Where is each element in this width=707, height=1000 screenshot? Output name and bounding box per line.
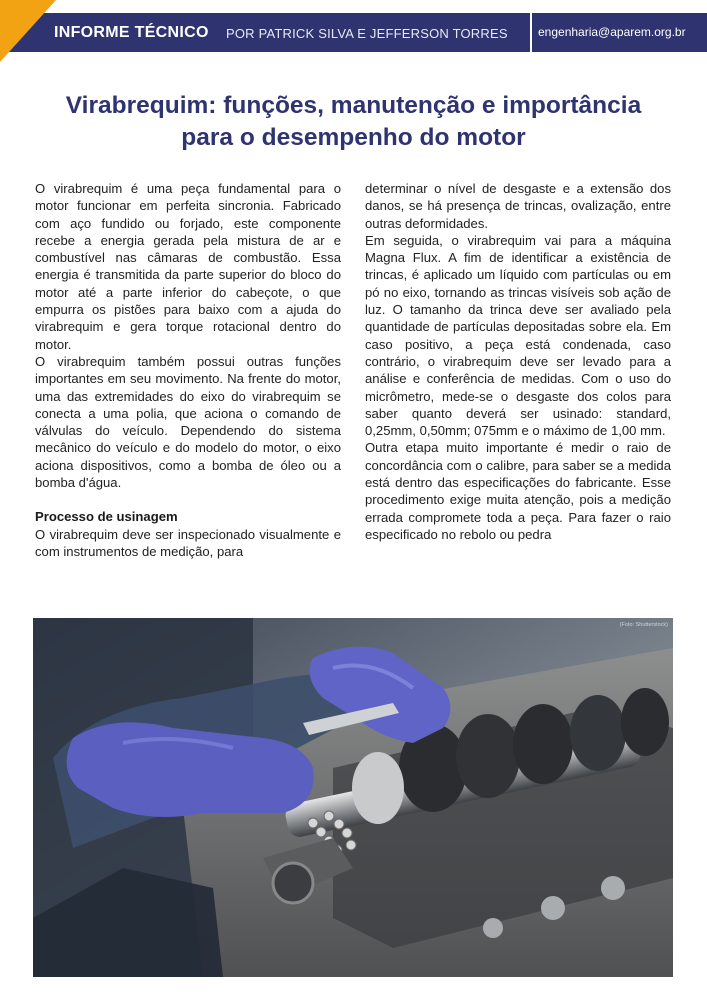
header-divider — [530, 13, 532, 52]
corner-accent — [0, 0, 56, 62]
crankshaft-illustration — [33, 618, 673, 977]
paragraph: O virabrequim é uma peça fundamental para o motor funcionar em perfeita sincronia. Fabricado com aço fundido ou forjado, este componente recebe a energia gerada pela mistura de ar e combustível nas câmaras de combustão. Essa energia é transmitida da parte superior do bloco do motor até a parte inferior do cabeçote, o que empurra os pistões para baixo com a ajuda do virabrequim e gera torque rotacional dentro do motor. — [35, 181, 341, 352]
contact-email[interactable]: engenharia@aparem.org.br — [538, 25, 686, 39]
section-subheading: Processo de usinagem — [35, 509, 178, 525]
authors-label: POR PATRICK SILVA E JEFFERSON TORRES — [226, 26, 508, 41]
photo-credit: (Foto: Shutterstock) — [619, 622, 668, 628]
crankshaft-photo — [33, 618, 673, 977]
right-column — [365, 180, 671, 543]
paragraph: Em seguida, o virabrequim vai para a máquina Magna Flux. A fim de identificar a existência de trincas, é aplicado um líquido com partículas ou em pó no eixo, tornando as trincas visíveis sob ação de luz. O tamanho da trinca deve ser avaliado pela quantidade de partículas depositadas sobre ela. Em caso positivo, a peça está condenada, caso contrário, o virabrequim deve ser levado para a análise e conferência de medidas. Com o uso do micrômetro, mede-se o desgaste dos colos para saber quanto deverá ser usinado: standard, 0,25mm, 0,50mm; 075mm e o máximo de 1,00 mm. — [365, 232, 671, 439]
paragraph: Outra etapa muito importante é medir o raio de concordância com o calibre, para saber se a medida está dentro das especificações do fabricante. Esse procedimento exige muita atenção, pois a medição errada compromete toda a peça. Para fazer o raio especificado no rebolo ou pedra — [365, 440, 671, 542]
paragraph: O virabrequim deve ser inspecionado visualmente e com instrumentos de medição, para — [35, 526, 341, 559]
left-column — [35, 180, 341, 560]
paragraph: O virabrequim também possui outras funções importantes em seu movimento. Na frente do motor, uma das extremidades do eixo do virabrequim se conecta a uma polia, que aciona o comando de válvulas do veículo. Dependendo do sistema mecânico do veículo e do modelo do motor, o eixo aciona dispositivos, como a bomba de óleo ou a bomba d'água. — [35, 353, 341, 491]
section-label: INFORME TÉCNICO — [54, 24, 209, 41]
article-title: Virabrequim: funções, manutenção e importância para o desempenho do motor — [65, 92, 642, 151]
paragraph: determinar o nível de desgaste e a extensão dos danos, se há presença de trincas, ovalização, entre outras deformidades. — [365, 181, 671, 231]
